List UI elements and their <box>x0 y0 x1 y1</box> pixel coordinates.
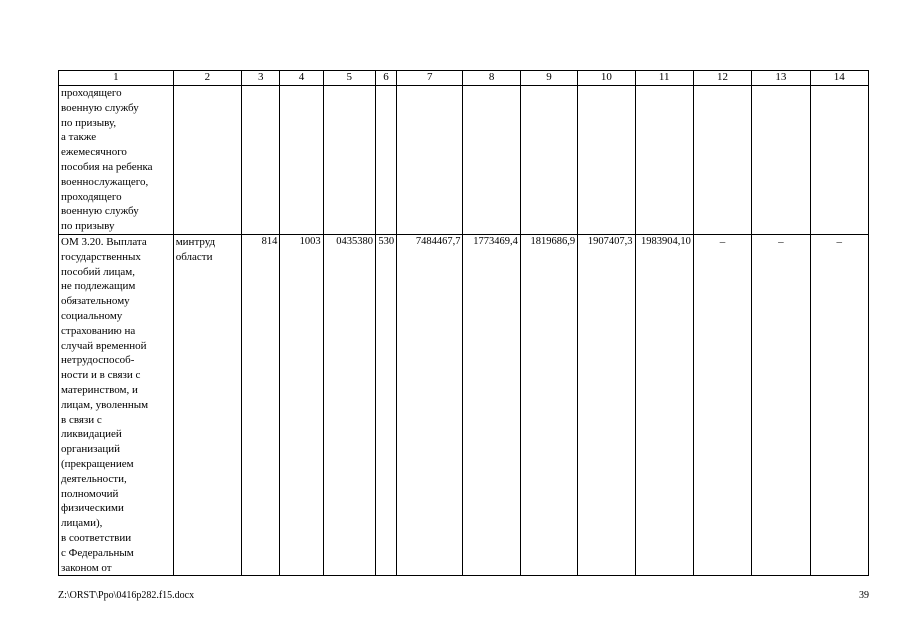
col-header-9: 9 <box>520 71 577 86</box>
table-cell: – <box>810 234 868 575</box>
table-cell: 1907407,3 <box>578 234 635 575</box>
table-cell: 0435380 <box>323 234 375 575</box>
table-cell <box>323 86 375 235</box>
col-header-6: 6 <box>375 71 396 86</box>
table-cell: 1773469,4 <box>463 234 520 575</box>
table-cell: 7484467,7 <box>397 234 463 575</box>
table-cell <box>635 86 693 235</box>
table-cell <box>242 86 280 235</box>
col-header-5: 5 <box>323 71 375 86</box>
table-cell: 1983904,10 <box>635 234 693 575</box>
col-header-8: 8 <box>463 71 520 86</box>
table-row <box>59 234 869 575</box>
table-cell <box>693 86 751 235</box>
col-header-4: 4 <box>280 71 323 86</box>
table-cell <box>375 86 396 235</box>
table-cell <box>810 86 868 235</box>
col-header-2: 2 <box>173 71 241 86</box>
table-cell: 1003 <box>280 234 323 575</box>
col-header-7: 7 <box>397 71 463 86</box>
table-cell: 530 <box>375 234 396 575</box>
header-row <box>59 71 869 86</box>
table-cell: 814 <box>242 234 280 575</box>
footer-file-path: Z:\ORST\Ppo\0416p282.f15.docx <box>58 590 195 601</box>
table-cell <box>578 86 635 235</box>
col-header-11: 11 <box>635 71 693 86</box>
budget-table <box>58 70 869 576</box>
page-number: 39 <box>859 590 869 601</box>
table-cell: – <box>752 234 810 575</box>
col-header-10: 10 <box>578 71 635 86</box>
table-cell <box>520 86 577 235</box>
col-header-12: 12 <box>693 71 751 86</box>
table-cell <box>280 86 323 235</box>
table-cell: проходящего военную службу по призыву, а также ежемесячного пособия на ребенка военнослужащего, проходящего военную службу по призыву <box>59 86 174 235</box>
col-header-3: 3 <box>242 71 280 86</box>
table-cell: 1819686,9 <box>520 234 577 575</box>
table-row <box>59 86 869 235</box>
table-cell: минтруд области <box>173 234 241 575</box>
col-header-1: 1 <box>59 71 174 86</box>
table-cell <box>397 86 463 235</box>
col-header-13: 13 <box>752 71 810 86</box>
table-cell: ОМ 3.20. Выплата государственных пособий лицам, не подлежащим обязательному социальному страхованию на случай временной нетрудоспособ- ности и в связи с материнством, и лицам, уволенным в связи с ликвидацией организаций (прекращением деятельности, полномочий физическими лицами), в соответствии с Федеральным законом от <box>59 234 174 575</box>
table-cell: – <box>693 234 751 575</box>
table-cell <box>463 86 520 235</box>
col-header-14: 14 <box>810 71 868 86</box>
table-cell <box>173 86 241 235</box>
table-cell <box>752 86 810 235</box>
